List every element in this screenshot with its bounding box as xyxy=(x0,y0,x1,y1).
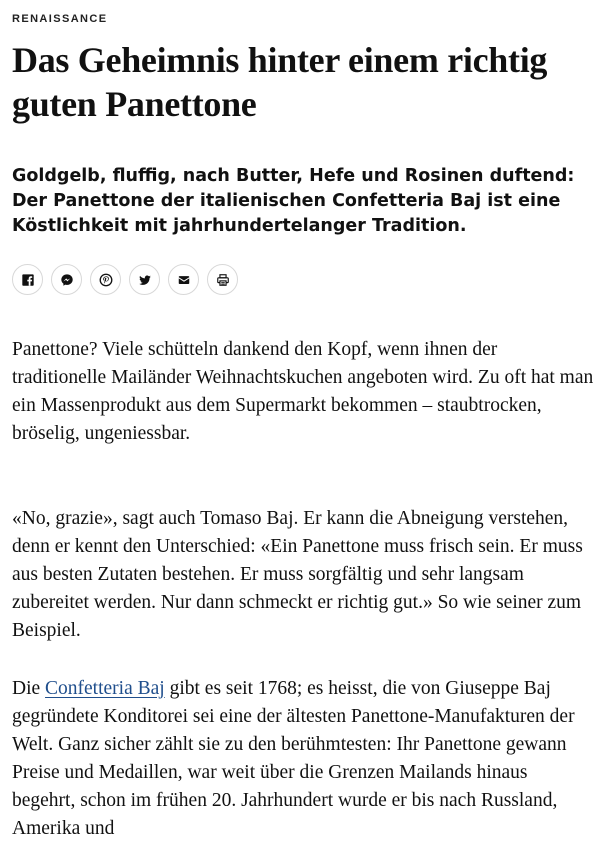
section-kicker: RENAISSANCE xyxy=(12,13,108,25)
email-icon xyxy=(177,273,191,287)
confetteria-baj-link[interactable]: Confetteria Baj xyxy=(45,678,165,699)
facebook-icon xyxy=(21,273,35,287)
share-messenger-button[interactable] xyxy=(51,264,82,295)
share-pinterest-button[interactable] xyxy=(90,264,121,295)
paragraph-text: gibt es seit 1768; es heisst, die von Giuseppe Baj gegründete Konditorei sei eine der ältesten Panettone-Manufakturen der Welt. Ganz sicher zählt sie zu den berühmtesten: Ihr Panettone gewann Preise und Medaillen, war weit über die Grenzen Mailands hinaus begehrt, schon im frühen 20. Jahrhundert wurde er bis nach Russland, Amerika und xyxy=(12,678,575,839)
article-lead: Goldgelb, fluffig, nach Butter, Hefe und Rosinen duftend: Der Panettone der italienischen Confetteria Baj ist eine Köstlichkeit mit jahrhundertelanger Tradition. xyxy=(12,166,575,236)
article-headline: Das Geheimnis hinter einem richtig guten Panettone xyxy=(12,40,548,124)
pinterest-icon xyxy=(99,273,113,287)
share-twitter-button[interactable] xyxy=(129,264,160,295)
share-facebook-button[interactable] xyxy=(12,264,43,295)
messenger-icon xyxy=(60,273,74,287)
body-paragraph xyxy=(12,675,594,843)
share-email-button[interactable] xyxy=(168,264,199,295)
body-paragraph: Panettone? Viele schütteln dankend den Kopf, wenn ihnen der traditionelle Mailänder Weihnachtskuchen angeboten wird. Zu oft hat man ein Massenprodukt aus dem Supermarkt bekommen – staubtrocken, bröselig, ungeniessbar. xyxy=(12,339,594,444)
paragraph-text: Die xyxy=(12,678,46,699)
share-bar xyxy=(12,264,238,295)
twitter-icon xyxy=(138,273,152,287)
body-paragraph: «No, grazie», sagt auch Tomaso Baj. Er kann die Abneigung verstehen, denn er kennt den Unterschied: «Ein Panettone muss frisch sein. Er muss aus besten Zutaten bestehen. Er muss sorgfältig und sehr langsam zubereitet werden. Nur dann schmeckt er richtig gut.» So wie seiner zum Beispiel. xyxy=(12,508,583,641)
print-icon xyxy=(216,273,230,287)
share-print-button[interactable] xyxy=(207,264,238,295)
